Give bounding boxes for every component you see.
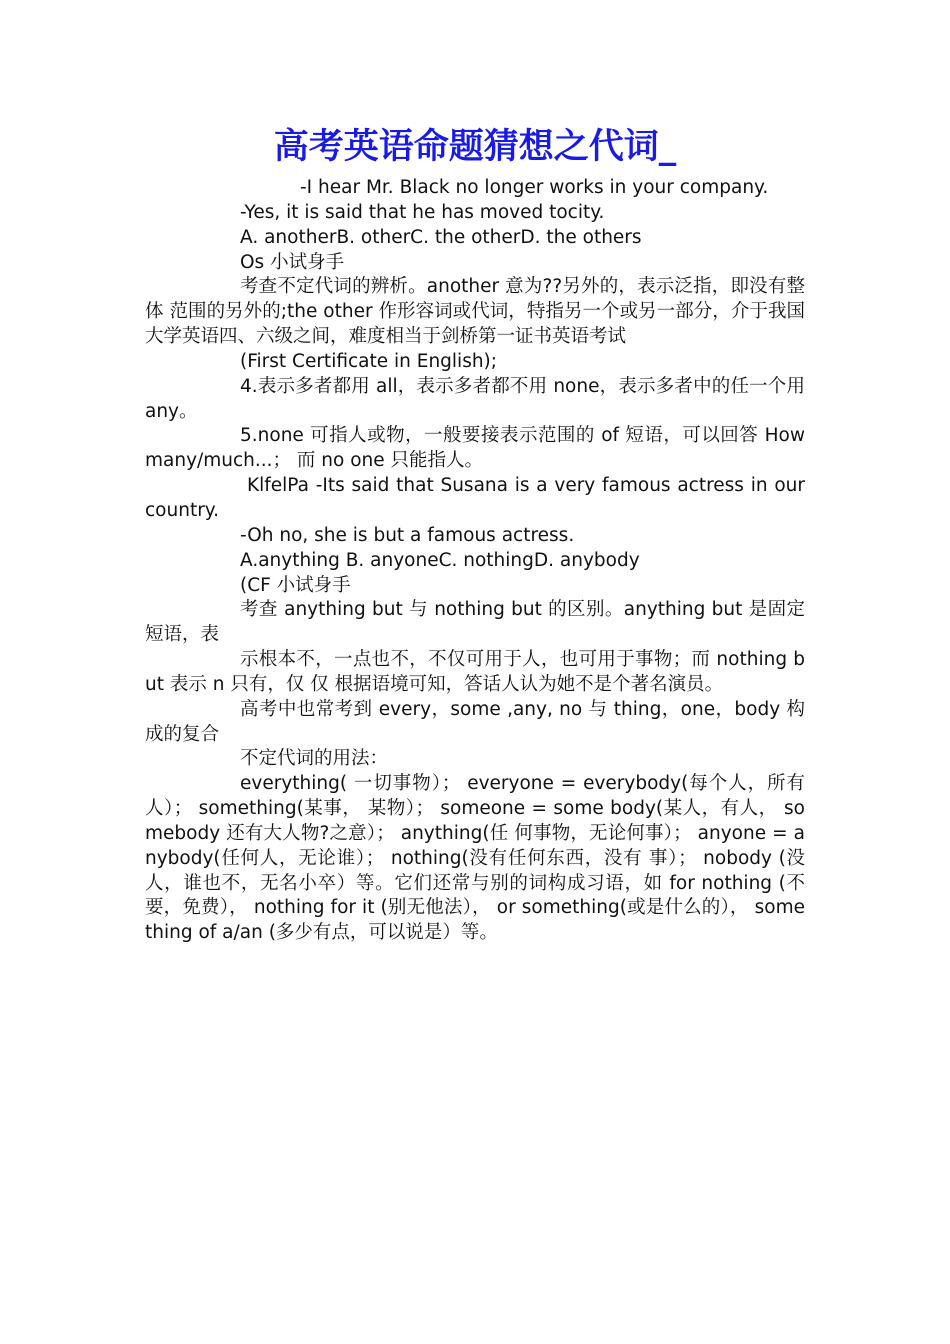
paragraph: 5.none 可指人或物，一般要接表示范围的 of 短语，可以回答 How many/much...； 而 no one 只能指人。 [145,425,805,472]
paragraph: (CF 小试身手 [240,574,351,596]
paragraph: A. anotherB. otherC. the otherD. the others [240,226,642,248]
document-body [145,176,805,946]
paragraph: Os 小试身手 [240,251,345,273]
paragraph: 高考中也常考到 every，some ,any, no 与 thing，one，body 构成的复合 [145,698,805,745]
paragraph: KlfelPa -Its said that Susana is a very famous actress in our country. [145,475,805,521]
paragraph: 不定代词的用法： [240,748,389,770]
paragraph: -I hear Mr. Black no longer works in your company. [300,177,769,198]
paragraph: -Yes, it is said that he has moved tocity. [240,201,605,223]
paragraph: 考查不定代词的辨析。another 意为??另外的，表示泛指，即没有整体 范围的另外的;the other 作形容词或代词，特指另一个或另一部分，介于我国大学英语四、六级之间，难度相当于剑桥第一证书英语考试 [145,276,805,348]
paragraph: (First Certificate in English); [240,350,498,372]
paragraph: 示根本不，一点也不，不仅可用于人，也可用于事物；而 nothing but 表示 n 只有，仅 仅 根据语境可知，答话人认为她不是个著名演员。 [145,649,805,695]
paragraph: -Oh no, she is but a famous actress. [240,524,575,546]
paragraph: 考查 anything but 与 nothing but 的区别。anything but 是固定短语，表 [145,599,805,646]
paragraph: 4.表示多者都用 all，表示多者都不用 none，表示多者中的任一个用 any。 [145,375,805,422]
paragraph: A.anything B. anyoneC. nothingD. anybody [240,549,640,571]
document-page [145,118,805,946]
paragraph: everything( 一切事物）； everyone = everybody(每个人，所有人）； something(某事， 某物）； someone = some body(某人，有人， somebody 还有大人物?之意）； anything(任 何事物，无论何事）； anyone = anybody(任何人，无论谁）； nothing(没有任何东西，没有 事）； nobody (没人，谁也不，无名小卒）等。它们还常与别的词构成习语，如 for nothing (不要，免费）， nothing for it (别无他法）， or something(或是什么的）， something of a/an (多少有点，可以说是）等。 [145,773,805,944]
document-title: 高考英语命题猜想之代词_ [273,127,677,167]
